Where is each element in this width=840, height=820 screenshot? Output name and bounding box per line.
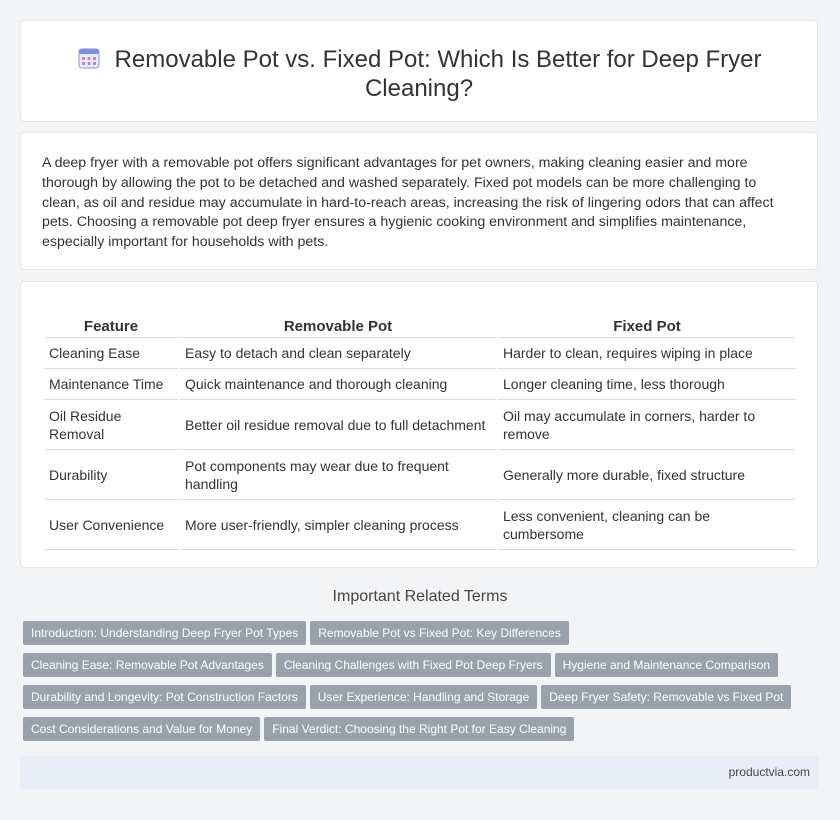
table-cell-fixed: Generally more durable, fixed structure bbox=[498, 450, 796, 500]
related-tag[interactable]: Final Verdict: Choosing the Right Pot for Easy Cleaning bbox=[264, 717, 574, 741]
calendar-icon bbox=[77, 46, 101, 70]
table-header-row bbox=[44, 316, 796, 338]
table-cell-removable: Pot components may wear due to frequent handling bbox=[180, 450, 496, 500]
table-cell-removable: Better oil residue removal due to full detachment bbox=[180, 400, 496, 450]
header-feature: Feature bbox=[44, 316, 178, 338]
table-cell-fixed: Oil may accumulate in corners, harder to remove bbox=[498, 400, 796, 450]
page-title: Removable Pot vs. Fixed Pot: Which Is Better for Deep Fryer Cleaning? bbox=[114, 46, 762, 102]
comparison-table bbox=[42, 316, 798, 550]
related-tag[interactable]: Durability and Longevity: Pot Construction Factors bbox=[23, 685, 306, 709]
header-removable-pot: Removable Pot bbox=[180, 316, 496, 338]
table-cell-feature: Cleaning Ease bbox=[44, 338, 178, 369]
related-tag[interactable]: Deep Fryer Safety: Removable vs Fixed Pot bbox=[541, 685, 791, 709]
related-tags bbox=[23, 621, 823, 749]
table-cell-feature: Maintenance Time bbox=[44, 369, 178, 400]
related-tag[interactable]: Cleaning Ease: Removable Pot Advantages bbox=[23, 653, 272, 677]
table-cell-feature: Durability bbox=[44, 450, 178, 500]
related-tag[interactable]: Hygiene and Maintenance Comparison bbox=[555, 653, 778, 677]
table-cell-fixed: Less convenient, cleaning can be cumbersome bbox=[498, 500, 796, 550]
footer-site-link[interactable]: productvia.com bbox=[728, 765, 810, 779]
table-row bbox=[44, 400, 796, 450]
table-cell-feature: User Convenience bbox=[44, 500, 178, 550]
table-row bbox=[44, 338, 796, 369]
related-tag[interactable]: User Experience: Handling and Storage bbox=[310, 685, 537, 709]
related-tag[interactable]: Cost Considerations and Value for Money bbox=[23, 717, 260, 741]
table-cell-fixed: Longer cleaning time, less thorough bbox=[498, 369, 796, 400]
intro-paragraph: A deep fryer with a removable pot offers significant advantages for pet owners, making cleaning easier and more thorough by allowing the pot to be detached and washed separately. Fixed pot models can be more challenging to clean, as oil and residue may accumulate in hard-to-reach areas, increasing the risk of lingering odors that can affect pets. Choosing a removable pot deep fryer ensures a hygienic cooking environment and simplifies maintenance, especially important for households with pets. bbox=[42, 155, 774, 251]
table-cell-removable: More user-friendly, simpler cleaning process bbox=[180, 500, 496, 550]
footer-bar bbox=[20, 756, 818, 790]
comparison-table-card bbox=[20, 281, 818, 568]
header-fixed-pot: Fixed Pot bbox=[498, 316, 796, 338]
table-cell-removable: Quick maintenance and thorough cleaning bbox=[180, 369, 496, 400]
table-row bbox=[44, 450, 796, 500]
table-row bbox=[44, 500, 796, 550]
intro-card bbox=[20, 132, 818, 270]
related-tag[interactable]: Introduction: Understanding Deep Fryer Pot Types bbox=[23, 621, 306, 645]
table-row bbox=[44, 369, 796, 400]
table-cell-feature: Oil Residue Removal bbox=[44, 400, 178, 450]
table-cell-fixed: Harder to clean, requires wiping in place bbox=[498, 338, 796, 369]
related-tag[interactable]: Removable Pot vs Fixed Pot: Key Differences bbox=[310, 621, 569, 645]
related-tag[interactable]: Cleaning Challenges with Fixed Pot Deep Fryers bbox=[276, 653, 551, 677]
table-cell-removable: Easy to detach and clean separately bbox=[180, 338, 496, 369]
related-terms-title: Important Related Terms bbox=[332, 588, 508, 605]
page-title-wrap bbox=[61, 45, 777, 103]
header-card bbox=[20, 20, 818, 122]
